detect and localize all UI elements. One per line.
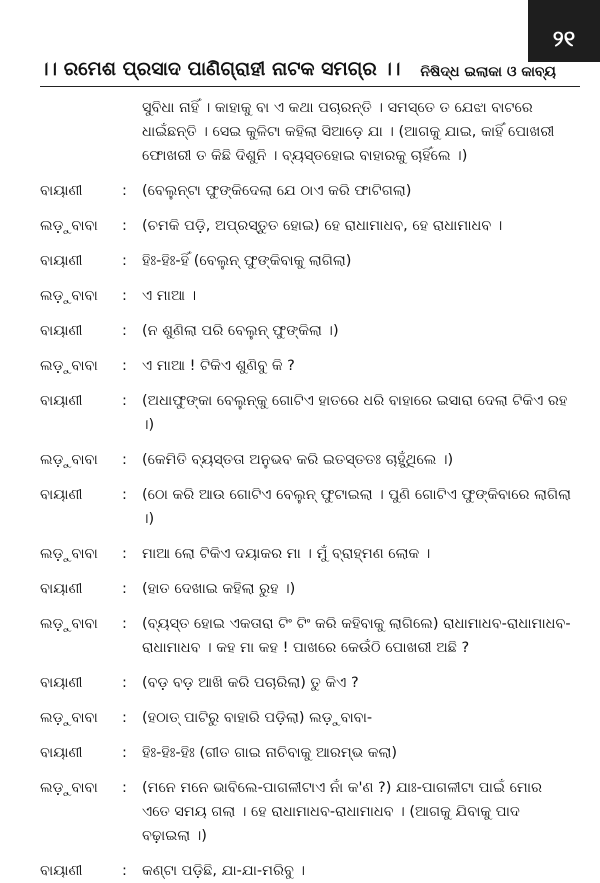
dialogue-text: (ଠୋ କରି ଆଉ ଗୋଟିଏ ବେଲୁନ୍ ଫୁଟାଇଲା । ପୁଣି ଗୋଟିଏ ଫୁଙ୍କିବାରେ ଲାଗିଲା ।)	[142, 487, 571, 527]
running-header-title: ।। ରମେଶ ପ୍ରସାଦ ପାଣିଗ୍ରାହୀ ନାଟକ ସମଗ୍ର ।।	[40, 58, 401, 80]
dialogue-text: (କେମିତି ବ୍ୟସ୍ତତା ଅନୁଭବ କରି ଇତସ୍ତତଃ ଚାହୁଁଥିଲେ ।)	[142, 452, 454, 468]
dialogue-text: ଏ ମାଆ ।	[142, 288, 197, 304]
dialogue-entry	[0, 706, 600, 730]
speaker-name: ବାୟାଣୀ	[40, 581, 83, 597]
speaker-colon: :	[122, 253, 127, 269]
speaker-name: ଲଡ଼ୁବାବା	[40, 452, 98, 468]
speaker-colon: :	[122, 183, 127, 199]
speaker-colon: :	[122, 393, 127, 409]
dialogue-entry	[0, 577, 600, 601]
dialogue-text: ହିଃ-ହିଃ-ହିଃ (ଗୀତ ଗାଇ ନାଚିବାକୁ ଆରମ୍ଭ କଲା)	[142, 745, 398, 761]
dialogue-text: (ମନେ ମନେ ଭାବିଲେ-ପାଗଳୀଟାଏ ନାଁ କ'ଣ ?) ଯାଃ-ପାଗଳୀଟା ପାଇଁ ମୋର ଏତେ ସମୟ ଗଲା । ହେ ରାଧାମାଧବ-ରାଧାମାଧବ । (ଆଗକୁ ଯିବାକୁ ପାଦ ବଢ଼ାଇଲା ।)	[142, 780, 543, 844]
dialogue-text: (ହଠାତ୍ ପାଟିରୁ ବାହାରି ପଡ଼ିଲା) ଲଡ଼ୁବାବା-	[142, 710, 373, 726]
dialogue-entry	[0, 776, 600, 848]
header-rule	[40, 86, 580, 87]
dialogue-entry	[0, 214, 600, 238]
speaker-name: ବାୟାଣୀ	[40, 675, 83, 691]
dialogue-text: କଣ୍ଟା ପଡ଼ିଛି, ଯା-ଯା-ମରିବୁ ।	[142, 863, 306, 879]
continuation-paragraph: ସୁବିଧା ନାହିଁ । କାହାକୁ ବା ଏ କଥା ପଚାରନ୍ତି । ସମସ୍ତେ ତ ଯେଝା ବାଟରେ ଧାଇଁଛନ୍ତି । ସେଇ କୁଳିଟା କହିଲା ସିଆଡ଼େ ଯା । (ଆଗକୁ ଯାଇ, କାହିଁ ପୋଖରୀ ଫୋଖରୀ ତ କିଛି ଦିଶୁନି । ବ୍ୟସ୍ତହୋଇ ବାହାରକୁ ଚାହିଁଲେ ।)	[142, 100, 555, 164]
page-body	[0, 96, 600, 883]
dialogue-entry	[0, 612, 600, 660]
dialogue-entry	[0, 741, 600, 765]
dialogue-text: (ବ୍ୟସ୍ତ ହୋଇ ଏକତାରା ଟିଂ ଟିଂ କରି କହିବାକୁ ଲାଗିଲେ) ରାଧାମାଧବ-ରାଧାମାଧବ-ରାଧାମାଧବ । କହ ମା କହ ! ପାଖରେ କେଉଁଠି ପୋଖରୀ ଅଛି ?	[142, 616, 571, 656]
dialogue-text: ହିଃ-ହିଃ-ହିଁ (ବେଲୁନ୍ ଫୁଙ୍କିବାକୁ ଲାଗିଲା)	[142, 253, 352, 269]
running-header-section: ନିଷିଦ୍ଧ ଇଲାକା ଓ କାବ୍ୟ	[420, 64, 556, 80]
speaker-colon: :	[122, 218, 127, 234]
dialogue-entry	[0, 179, 600, 203]
dialogue-entry	[0, 483, 600, 531]
dialogue-entry	[0, 249, 600, 273]
dialogue-text: ଏ ମାଆ ! ଟିକିଏ ଶୁଣିବୁ କି ?	[142, 358, 295, 374]
speaker-colon: :	[122, 288, 127, 304]
speaker-name: ବାୟାଣୀ	[40, 393, 83, 409]
speaker-name: ଲଡ଼ୁବାବା	[40, 288, 98, 304]
dialogue-text: (ଚମକି ପଡ଼ି, ଅପ୍ରସ୍ତୁତ ହୋଇ) ହେ ରାଧାମାଧବ, ହେ ରାଧାମାଧବ ।	[142, 218, 503, 234]
dialogue-text: (ହାତ ଦେଖାଇ କହିଲା ରୁହ ।)	[142, 581, 296, 597]
speaker-name: ବାୟାଣୀ	[40, 183, 83, 199]
dialogue-list	[0, 179, 600, 883]
dialogue-entry	[0, 542, 600, 566]
dialogue-text: (ଅଧାଫୁଙ୍କା ବେଲୁନ୍‌କୁ ଗୋଟିଏ ହାତରେ ଧରି ବାହାରେ ଇସାରା ଦେଲା ଟିକିଏ ରହ ।)	[142, 393, 568, 433]
speaker-name: ଲଡ଼ୁବାବା	[40, 546, 98, 562]
speaker-name: ଲଡ଼ୁବାବା	[40, 358, 98, 374]
speaker-colon: :	[122, 616, 127, 632]
speaker-colon: :	[122, 323, 127, 339]
speaker-colon: :	[122, 452, 127, 468]
speaker-name: ଲଡ଼ୁବାବା	[40, 616, 98, 632]
speaker-name: ବାୟାଣୀ	[40, 863, 83, 879]
speaker-colon: :	[122, 581, 127, 597]
speaker-name: ଲଡ଼ୁବାବା	[40, 710, 98, 726]
speaker-colon: :	[122, 358, 127, 374]
dialogue-text: ମାଆ ଲୋ ଟିକିଏ ଦୟାକର ମା । ମୁଁ ବ୍ରାହ୍ମଣ ଲୋକ ।	[142, 546, 431, 562]
page-number-tab	[528, 0, 600, 62]
speaker-name: ବାୟାଣୀ	[40, 253, 83, 269]
speaker-name: ବାୟାଣୀ	[40, 323, 83, 339]
dialogue-text: (ବେଲୁନ୍‌ଟା ଫୁଙ୍କିଦେଲା ଯେ ଠାଏ କରି ଫାଟିଗଲା)	[142, 183, 412, 199]
speaker-colon: :	[122, 780, 127, 796]
page-number: ୨୧	[552, 27, 576, 52]
dialogue-entry	[0, 389, 600, 437]
speaker-colon: :	[122, 863, 127, 879]
speaker-name: ବାୟାଣୀ	[40, 745, 83, 761]
dialogue-entry	[0, 671, 600, 695]
dialogue-entry	[0, 859, 600, 883]
dialogue-text: (ବଡ଼ ବଡ଼ ଆଖି କରି ପଚାରିଲା) ତୁ କିଏ ?	[142, 675, 359, 691]
speaker-colon: :	[122, 745, 127, 761]
dialogue-entry	[0, 448, 600, 472]
dialogue-entry	[0, 354, 600, 378]
speaker-name: ବାୟାଣୀ	[40, 487, 83, 503]
speaker-colon: :	[122, 487, 127, 503]
dialogue-entry	[0, 284, 600, 308]
speaker-colon: :	[122, 710, 127, 726]
speaker-name: ଲଡ଼ୁବାବା	[40, 218, 98, 234]
dialogue-entry	[0, 319, 600, 343]
dialogue-text: (ନ ଶୁଣିଲା ପରି ବେଲୁନ୍ ଫୁଙ୍କିଲା ।)	[142, 323, 339, 339]
speaker-colon: :	[122, 675, 127, 691]
speaker-colon: :	[122, 546, 127, 562]
speaker-name: ଲଡ଼ୁବାବା	[40, 780, 98, 796]
